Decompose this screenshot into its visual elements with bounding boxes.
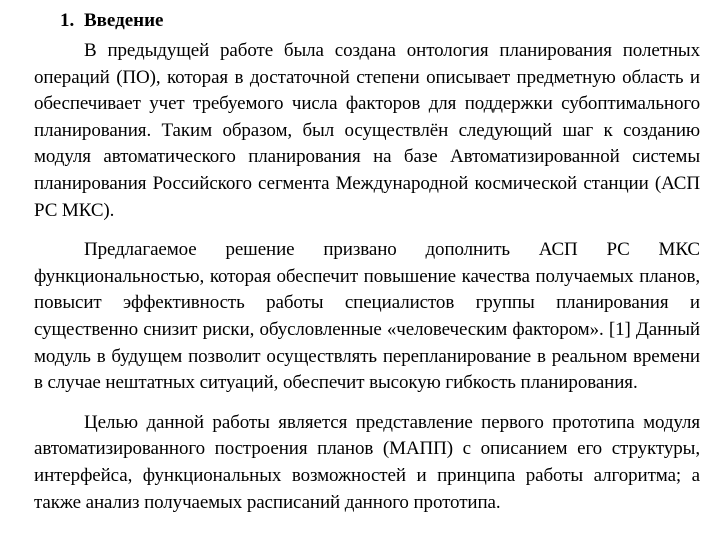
section-title: Введение [84, 10, 164, 31]
section-heading [60, 8, 700, 34]
paragraph-2: Предлагаемое решение призвано дополнить АСП РС МКС функциональностью, которая обеспечит повышение качества получаемых планов, повысит эффективность работы специалистов группы планирования и существенно снизит риски, обусловленные «человеческим фактором». [1] Данный модуль в будущем позволит осуществлять перепланирование в реальном времени в случае нештатных ситуаций, обеспечит высокую гибкость планирования. [34, 239, 700, 394]
paragraph-3: Целью данной работы является представление первого прототипа модуля автоматизированного построения планов (МАПП) с описанием его структуры, интерфейса, функциональных возможностей и принципа работы алгоритма; а также анализ получаемых расписаний данного прототипа. [34, 411, 700, 513]
section-number: 1. [60, 10, 75, 31]
paragraph-1: В предыдущей работе была создана онтология планирования полетных операций (ПО), которая в достаточной степени описывает предметную область и обеспечивает учет требуемого числа факторов для поддержки субоптимального планирования. Таким образом, был осуществлён следующий шаг к созданию модуля автоматического планирования на базе Автоматизированной системы планирования Российского сегмента Международной космической станции (АСП РС МКС). [34, 40, 700, 221]
document-page [34, 8, 700, 529]
